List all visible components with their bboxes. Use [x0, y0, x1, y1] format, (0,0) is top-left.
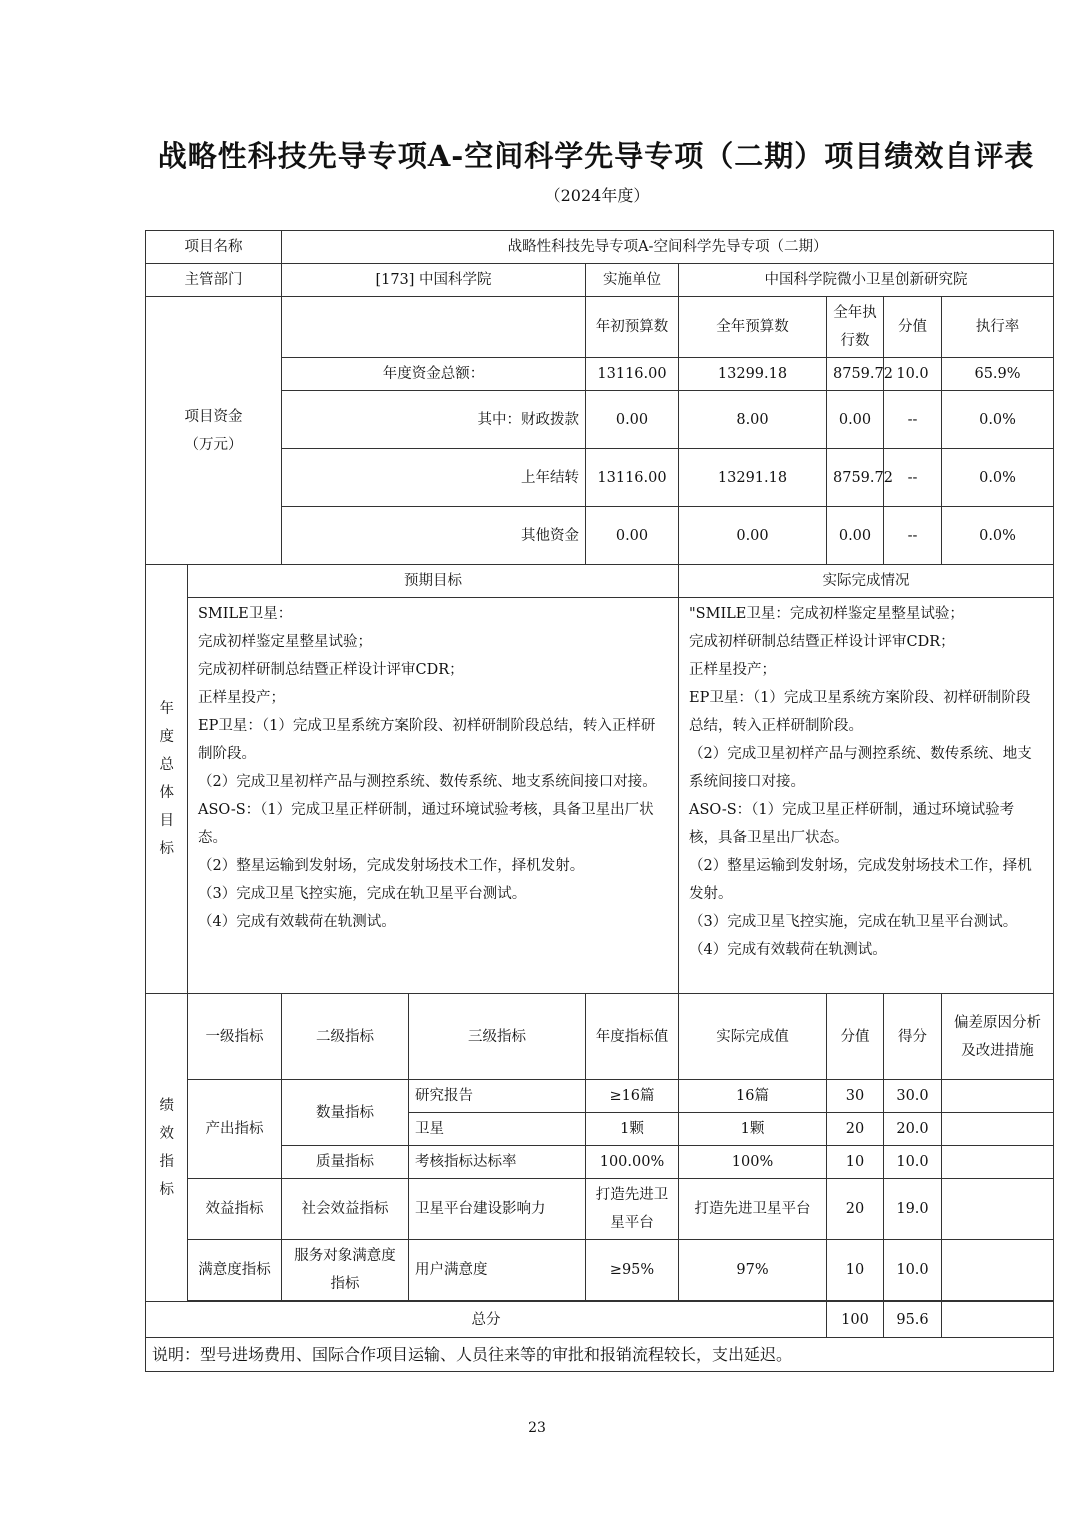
perf-header-level3: 三级指标 — [409, 994, 586, 1080]
note: 说明：型号进场费用、国际合作项目运输、人员往来等的审批和报销流程较长，支出延迟。 — [146, 1338, 1054, 1372]
perf-header-level2: 二级指标 — [282, 994, 409, 1080]
funds-header-annual: 全年预算数 — [679, 297, 827, 358]
funds-header-blank — [282, 297, 586, 358]
actual-goals: "SMILE卫星：完成初样鉴定星整星试验； 完成初样研制总结暨正样设计评审CDR； 正样星投产； EP卫星：（1）完成卫星系统方案阶段、初样研制阶段总结，转入正样研制阶段。 （2）完成卫星初样产品与测控系统、数传系统、地支系统间接口对接。 ASO-S：（1）完成卫星正样研制，通过环境试验考核，具备卫星出厂状态。 （2）整星运输到发射场，完成发射场技术工作，择机发射。 （3）完成卫星飞控实施，完成在轨卫星平台测试。 （4）完成有效载荷在轨测试。 — [679, 598, 1054, 994]
dept-value: [173] 中国科学院 — [282, 264, 586, 297]
goals-side-label: 年度总体目标 — [146, 565, 188, 994]
perf-header-reason: 偏差原因分析及改进措施 — [942, 994, 1054, 1080]
expected-goals-header: 预期目标 — [188, 565, 679, 598]
funds-header-initial: 年初预算数 — [586, 297, 679, 358]
perf-row: 效益指标 社会效益指标 卫星平台建设影响力 打造先进卫星平台 打造先进卫星平台 20 19.0 — [146, 1179, 1054, 1240]
perf-header-target: 年度指标值 — [586, 994, 679, 1080]
total-reason — [942, 1302, 1054, 1338]
perf-side-label: 绩效指标 — [146, 994, 188, 1302]
funds-row: 其中：财政拨款 0.00 8.00 0.00 -- 0.0% — [146, 391, 1054, 449]
page-number: 23 — [528, 1420, 546, 1436]
perf-row: 产出指标 数量指标 研究报告 ≥16篇 16篇 30 30.0 — [146, 1080, 1054, 1113]
total-label: 总分 — [146, 1302, 827, 1338]
total-score: 100 — [827, 1302, 884, 1338]
output-indicator-label: 产出指标 — [188, 1080, 282, 1179]
funds-header-executed: 全年执行数 — [827, 297, 884, 358]
dept-label: 主管部门 — [146, 264, 282, 297]
perf-row: 质量指标 考核指标达标率 100.00% 100% 10 10.0 — [146, 1146, 1054, 1179]
funds-row: 上年结转 13116.00 13291.18 8759.72 -- 0.0% — [146, 449, 1054, 507]
total-got: 95.6 — [884, 1302, 942, 1338]
document-subtitle: （2024年度） — [544, 186, 650, 205]
funds-header-rate: 执行率 — [942, 297, 1054, 358]
service-indicator-label: 服务对象满意度指标 — [282, 1240, 409, 1301]
project-name-label: 项目名称 — [146, 231, 282, 264]
funds-row: 年度资金总额： 13116.00 13299.18 8759.72 10.0 65.9% — [146, 358, 1054, 391]
unit-value: 中国科学院微小卫星创新研究院 — [679, 264, 1054, 297]
funds-label: 项目资金 （万元） — [146, 297, 282, 565]
funds-header-score: 分值 — [884, 297, 942, 358]
perf-row: 满意度指标 服务对象满意度指标 用户满意度 ≥95% 97% 10 10.0 — [146, 1240, 1054, 1301]
satisfaction-indicator-label: 满意度指标 — [188, 1240, 282, 1301]
perf-header-level1: 一级指标 — [188, 994, 282, 1080]
document-title: 战略性科技先导专项A-空间科学先导专项（二期）项目绩效自评表 — [157, 139, 1035, 173]
benefit-indicator-label: 效益指标 — [188, 1179, 282, 1240]
funds-row: 其他资金 0.00 0.00 0.00 -- 0.0% — [146, 507, 1054, 565]
perf-row: 卫星 1颗 1颗 20 20.0 — [146, 1113, 1054, 1146]
perf-header-actual: 实际完成值 — [679, 994, 827, 1080]
total-row — [146, 1302, 1054, 1338]
performance-table — [145, 230, 1054, 1372]
unit-label: 实施单位 — [586, 264, 679, 297]
project-name-value: 战略性科技先导专项A-空间科学先导专项（二期） — [282, 231, 1054, 264]
expected-goals: SMILE卫星： 完成初样鉴定星整星试验； 完成初样研制总结暨正样设计评审CDR； 正样星投产； EP卫星：（1）完成卫星系统方案阶段、初样研制阶段总结，转入正样研制阶段。 （2）完成卫星初样产品与测控系统、数传系统、地支系统间接口对接。 ASO-S：（1）完成卫星正样研制，通过环境试验考核，具备卫星出厂状态。 （2）整星运输到发射场，完成发射场技术工作，择机发射。 （3）完成卫星飞控实施，完成在轨卫星平台测试。 （4）完成有效载荷在轨测试。 — [188, 598, 679, 994]
quantity-indicator-label: 数量指标 — [282, 1080, 409, 1146]
actual-goals-header: 实际完成情况 — [679, 565, 1054, 598]
social-indicator-label: 社会效益指标 — [282, 1179, 409, 1240]
quality-indicator-label: 质量指标 — [282, 1146, 409, 1179]
perf-header-got: 得分 — [884, 994, 942, 1080]
perf-header-score: 分值 — [827, 994, 884, 1080]
